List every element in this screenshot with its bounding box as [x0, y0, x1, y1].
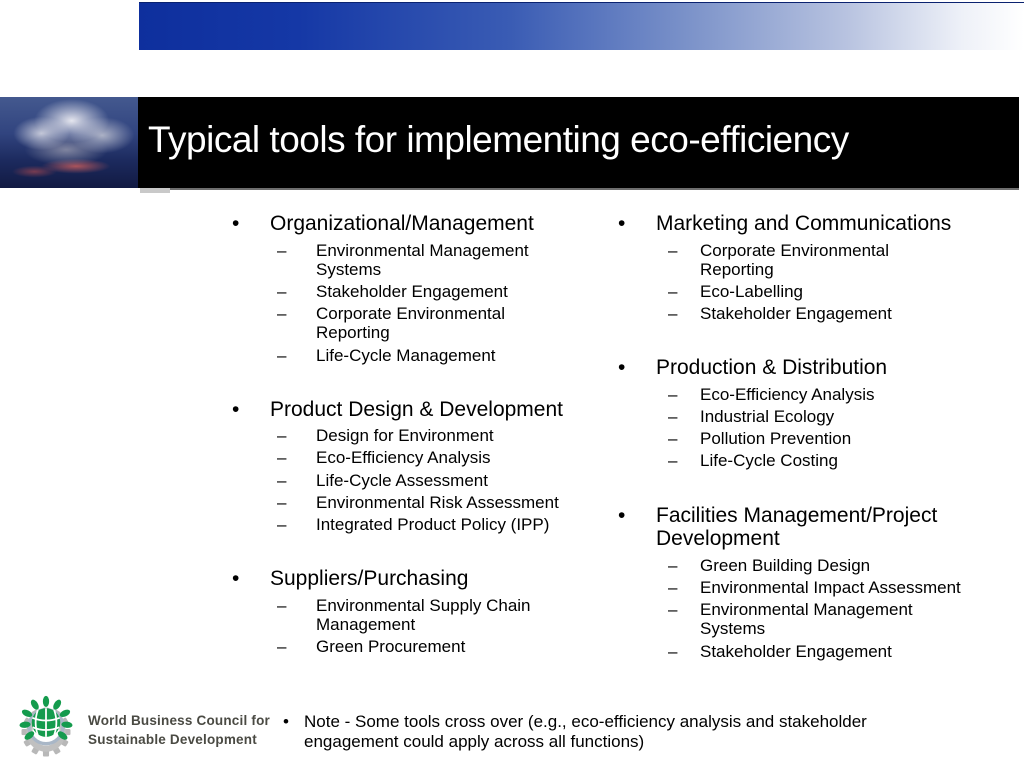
- dash-icon: –: [277, 448, 287, 468]
- list-item: [668, 451, 1018, 470]
- cloud-sky-image: [0, 97, 138, 188]
- section-production-distribution: [618, 356, 1018, 470]
- list-item-text: Integrated Product Policy (IPP): [316, 515, 550, 535]
- org-name-line2: Sustainable Development: [88, 732, 257, 748]
- heading-text: Product Design & Development: [270, 397, 563, 421]
- dash-icon: –: [668, 304, 678, 324]
- list-item-text: Design for Environment: [316, 426, 494, 446]
- list-item-text: Green Procurement: [316, 637, 466, 657]
- bullet-icon: •: [283, 712, 289, 731]
- footer-note: [283, 712, 904, 752]
- list-item: [668, 429, 1018, 448]
- dash-icon: –: [277, 240, 287, 260]
- list-item-text: Life-Cycle Assessment: [316, 470, 488, 490]
- list-item-text: Stakeholder Engagement: [316, 281, 508, 301]
- dash-icon: –: [277, 637, 287, 657]
- bullet-icon: •: [618, 212, 626, 235]
- title-banner: [138, 97, 1019, 188]
- list-item: [668, 407, 1018, 426]
- heading-text: Suppliers/Purchasing: [270, 567, 469, 591]
- left-column: [232, 212, 572, 689]
- list-item: [277, 304, 572, 342]
- dash-icon: –: [277, 426, 287, 446]
- dash-icon: –: [668, 407, 678, 427]
- dash-icon: –: [668, 240, 678, 260]
- org-name: [88, 711, 270, 749]
- slide-title: Typical tools for implementing eco-efficiency: [148, 118, 849, 160]
- bullet-icon: •: [618, 503, 626, 527]
- list-item-text: Environmental Supply Chain Management: [316, 595, 531, 634]
- list-item-text: Stakeholder Engagement: [700, 641, 892, 661]
- section-product-design-development: [232, 398, 572, 535]
- list-item-text: Pollution Prevention: [700, 429, 852, 449]
- title-banner-shadow-line: [170, 188, 1019, 190]
- section-organizational-management: [232, 212, 572, 365]
- dash-icon: –: [277, 492, 287, 512]
- dash-icon: –: [277, 470, 287, 490]
- bullet-icon: •: [232, 212, 240, 235]
- list-heading: [618, 212, 1018, 236]
- dash-icon: –: [668, 429, 678, 449]
- section-facilities-management: [618, 504, 1018, 661]
- list-item: [668, 578, 1018, 597]
- dash-icon: –: [277, 345, 287, 365]
- footer-note-text: Note - Some tools cross over (e.g., eco-efficiency analysis and stakeholder engagement could apply across all functions): [304, 712, 867, 751]
- list-heading: [618, 356, 1018, 380]
- bullet-icon: •: [232, 567, 240, 591]
- list-item-text: Industrial Ecology: [700, 407, 835, 427]
- heading-text: Marketing and Communications: [656, 212, 952, 235]
- list-item: [277, 448, 572, 467]
- heading-text: Facilities Management/Project Development: [656, 503, 938, 551]
- title-banner-shadow-wedge: [140, 188, 170, 193]
- top-gradient-bar: [139, 2, 1024, 50]
- list-item-text: Stakeholder Engagement: [700, 304, 892, 324]
- list-item-text: Eco-Efficiency Analysis: [700, 384, 875, 404]
- dash-icon: –: [668, 577, 678, 597]
- list-item: [277, 596, 572, 634]
- list-item-text: Life-Cycle Management: [316, 345, 496, 365]
- list-item: [668, 282, 1018, 301]
- list-item-text: Environmental Management Systems: [316, 240, 529, 279]
- section-marketing-communications: [618, 212, 1018, 323]
- dash-icon: –: [668, 555, 678, 575]
- org-name-line1: World Business Council for: [88, 713, 270, 728]
- list-item: [668, 385, 1018, 404]
- list-item-text: Corporate Environmental Reporting: [700, 240, 889, 279]
- list-heading: [232, 567, 572, 591]
- dash-icon: –: [277, 281, 287, 301]
- heading-text: Production & Distribution: [656, 356, 888, 380]
- list-item: [277, 515, 572, 534]
- dash-icon: –: [277, 304, 287, 324]
- list-item-text: Corporate Environmental Reporting: [316, 304, 505, 343]
- list-heading: [618, 504, 1018, 551]
- dash-icon: –: [668, 641, 678, 661]
- list-heading: [232, 398, 572, 422]
- list-item-text: Green Building Design: [700, 555, 871, 575]
- list-item: [277, 637, 572, 656]
- list-item: [277, 241, 572, 279]
- dash-icon: –: [668, 281, 678, 301]
- list-item-text: Environmental Impact Assessment: [700, 577, 961, 597]
- dash-icon: –: [668, 451, 678, 471]
- list-item: [277, 426, 572, 445]
- dash-icon: –: [668, 600, 678, 620]
- list-item: [668, 600, 1018, 638]
- list-item-text: Eco-Labelling: [700, 281, 804, 301]
- list-item: [277, 493, 572, 512]
- list-item: [668, 556, 1018, 575]
- list-item: [668, 642, 1018, 661]
- list-item: [277, 282, 572, 301]
- dash-icon: –: [668, 384, 678, 404]
- list-heading: [232, 212, 572, 236]
- dash-icon: –: [277, 595, 287, 615]
- right-column: [618, 212, 1018, 694]
- list-item-text: Environmental Management Systems: [700, 600, 913, 639]
- list-item: [277, 346, 572, 365]
- wbcsd-logo-icon: [12, 692, 80, 764]
- list-item-text: Eco-Efficiency Analysis: [316, 448, 491, 468]
- list-item-text: Life-Cycle Costing: [700, 451, 838, 471]
- dash-icon: –: [277, 515, 287, 535]
- list-item-text: Environmental Risk Assessment: [316, 492, 559, 512]
- heading-text: Organizational/Management: [270, 212, 534, 235]
- list-item: [668, 304, 1018, 323]
- bullet-icon: •: [232, 397, 240, 421]
- bullet-icon: •: [618, 356, 626, 380]
- list-item: [668, 241, 1018, 279]
- section-suppliers-purchasing: [232, 567, 572, 656]
- list-item: [277, 471, 572, 490]
